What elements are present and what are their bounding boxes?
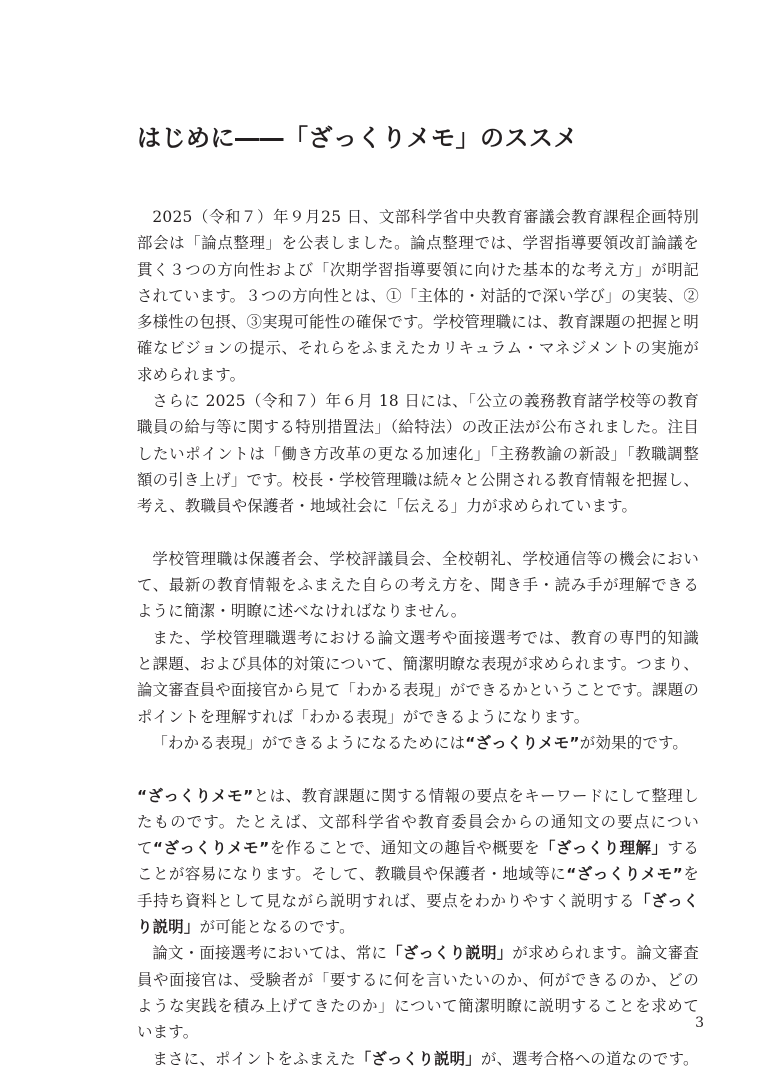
emphasis-zakkuri-setsumei: 「ざっくり説明」	[355, 1049, 481, 1068]
text-segment: を作ることで、通知文の趣旨や概要を	[269, 839, 541, 858]
text-segment: まさに、ポイントをふまえた	[152, 1049, 356, 1068]
paragraph-spacer	[137, 520, 699, 546]
text-segment: が効果的です。	[579, 733, 689, 752]
paragraph-manager-communication: 学校管理職は保護者会、学校評議員会、全校朝礼、学校通信等の機会において、最新の教育情報をふまえた自らの考え方を、聞き手・読み手が理解できるように簡潔・明瞭に述べなければなりません。	[137, 549, 699, 621]
text-segment: が、選考合格への道なのです。	[480, 1049, 699, 1068]
paragraph-understandable-expression	[137, 730, 699, 756]
page-number: 3	[695, 1015, 704, 1031]
emphasis-zakkuri-setsumei: 「ざっくり説明」	[387, 944, 513, 963]
emphasis-zakkuri-setsumei: 「ざっくり説明」	[137, 891, 699, 937]
text-segment: とは、教育課題に関する情報の要点をキーワードにして整理したものです。たとえば、文部科学省や教育委員会からの通知文の要点について	[137, 786, 699, 858]
paragraph-exam-explanation	[137, 940, 699, 1045]
body-text	[137, 204, 699, 1072]
text-segment: 「わかる表現」ができるようになるためには	[152, 733, 466, 752]
emphasis-zakkuri-rikai: 「ざっくり理解」	[540, 839, 668, 858]
paragraph-reform-overview: 2025（令和７）年９月25 日、文部科学省中央教育審議会教育課程企画特別部会は「論点整理」を公表しました。論点整理では、学習指導要領改訂論議を貫く３つの方向性および「次期学習指導要領に向けた基本的な考え方」が明記されています。３つの方向性とは、①「主体的・対話的で深い学び」の実装、②多様性の包摂、③実現可能性の確保です。学校管理職には、教育課題の把握と明確なビジョンの提示、それらをふまえたカリキュラム・マネジメントの実施が求められます。	[137, 208, 699, 384]
paragraph-spacer	[137, 756, 699, 782]
emphasis-zakkuri-memo: “ざっくりメモ”	[566, 865, 684, 884]
page-title: はじめに――「ざっくりメモ」のススメ	[137, 124, 578, 152]
emphasis-zakkuri-memo: “ざっくりメモ”	[137, 786, 254, 805]
text-segment: することが容易になります。そして、教職員や保護者・地域等に	[137, 839, 699, 884]
text-segment: 論文・面接選考においては、常に	[152, 944, 388, 963]
text-segment: が可能となるのです。	[199, 918, 355, 937]
text-segment: を手持ち資料として見ながら説明すれば、要点をわかりやすく説明する	[137, 865, 699, 910]
paragraph-salary-law: さらに 2025（令和７）年６月 18 日には、「公立の義務教育諸学校等の教育職員の給与等に関する特別措置法」（給特法）の改正法が公布されました。注目したいポイントは「働き方改革の更なる加速化」「主務教諭の新設」「教職調整額の引き上げ」です。校長・学校管理職は続々と公開される教育情報を把握し、考え、教職員や保護者・地域社会に「伝える」力が求められています。	[137, 392, 699, 516]
emphasis-zakkuri-memo: “ざっくりメモ”	[465, 733, 580, 752]
emphasis-zakkuri-memo: “ざっくりメモ”	[152, 839, 270, 858]
paragraph-zakkuri-memo-definition	[137, 783, 699, 941]
paragraph-selection-exam: また、学校管理職選考における論文選考や面接選考では、教育の専門的知識と課題、および具体的対策について、簡潔明瞭な表現が求められます。つまり、論文審査員や面接官から見て「わかる表現」ができるかということです。課題のポイントを理解すれば「わかる表現」ができるようになります。	[137, 628, 699, 726]
text-segment: が求められます。論文審査員や面接官は、受験者が「要するに何を言いたいのか、何ができるのか、どのような実践を積み上げてきたのか」について簡潔明瞭に説明することを求めています。	[137, 944, 699, 1042]
paragraph-conclusion	[137, 1046, 699, 1072]
